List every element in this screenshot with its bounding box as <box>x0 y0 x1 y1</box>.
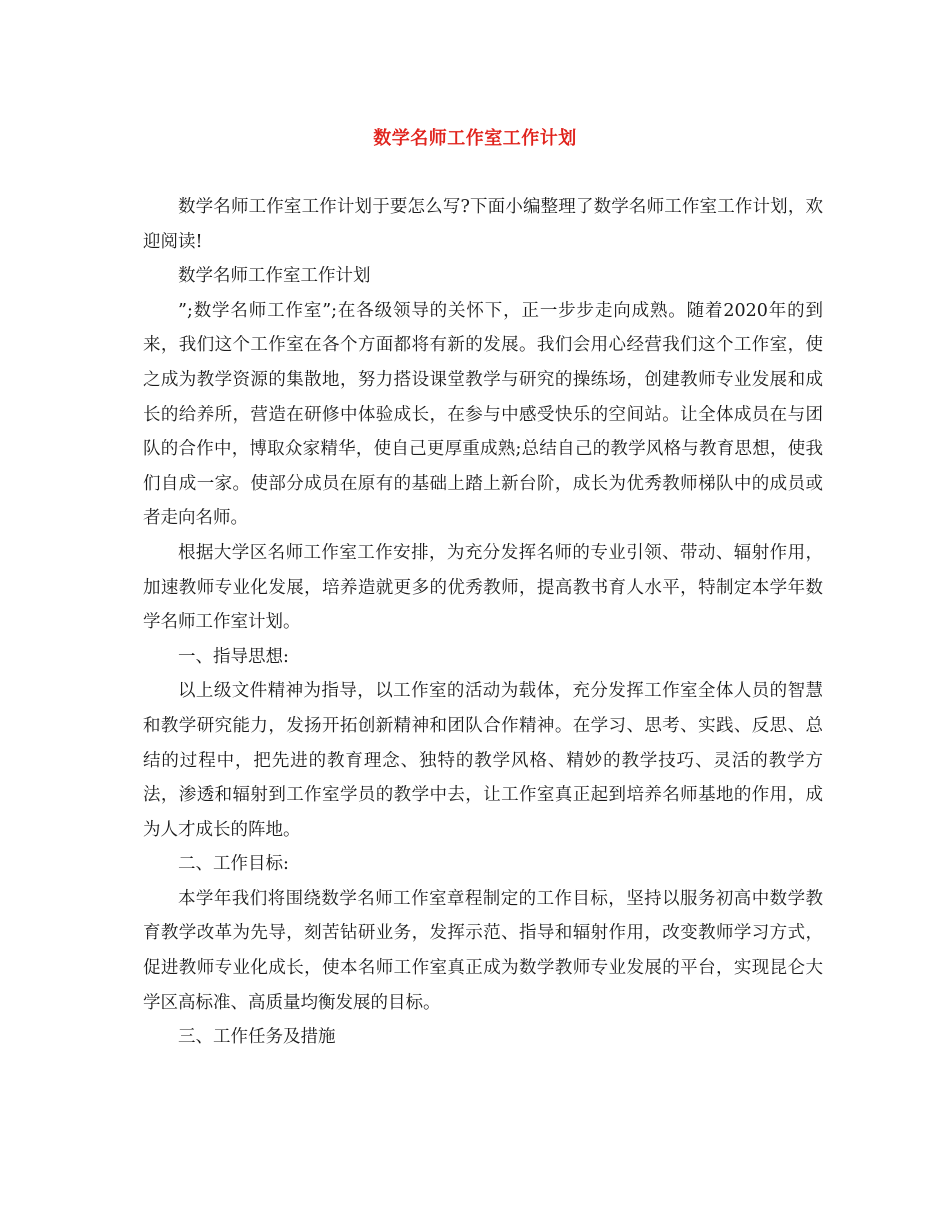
section-heading-tasks-measures: 三、工作任务及措施 <box>178 1027 336 1048</box>
section-heading-work-goals: 二、工作目标: <box>178 854 289 875</box>
body-paragraph-arrangement: 根据大学区名师工作室工作安排，为充分发挥名师的专业引领、带动、辐射作用，加速教师专业化发展，培养造就更多的优秀教师，提高教书育人水平，特制定本学年数学名师工作室计划。 <box>143 542 823 633</box>
section-heading-guiding-thought: 一、指导思想: <box>178 646 289 667</box>
subtitle-heading: 数学名师工作室工作计划 <box>178 266 371 287</box>
body-paragraph-guiding-thought: 以上级文件精神为指导，以工作室的活动为载体，充分发挥工作室全体人员的智慧和教学研究能力，发扬开拓创新精神和团队合作精神。在学习、思考、实践、反思、总结的过程中，把先进的教育理念、独特的教学风格、精妙的教学技巧、灵活的教学方法，渗透和辐射到工作室学员的教学中去，让工作室真正起到培养名师基地的作用，成为人才成长的阵地。 <box>143 681 823 840</box>
intro-paragraph: 数学名师工作室工作计划于要怎么写?下面小编整理了数学名师工作室工作计划，欢迎阅读! <box>143 197 823 252</box>
body-paragraph-work-goals: 本学年我们将围绕数学名师工作室章程制定的工作目标，坚持以服务初高中数学教育教学改革为先导，刻苦钻研业务，发挥示范、指导和辐射作用，改变教师学习方式，促进教师专业化成长，使本名师工作室真正成为数学教师专业发展的平台，实现昆仑大学区高标准、高质量均衡发展的目标。 <box>143 888 823 1013</box>
body-paragraph-intro: ”;数学名师工作室”;在各级领导的关怀下，正一步步走向成熟。随着2020年的到来，我们这个工作室在各个方面都将有新的发展。我们会用心经营我们这个工作室，使之成为教学资源的集散地，努力搭设课堂教学与研究的操练场，创建教师专业发展和成长的给养所，营造在研修中体验成长，在参与中感受快乐的空间站。让全体成员在与团队的合作中，博取众家精华，使自己更厚重成熟;总结自己的教学风格与教育思想，使我们自成一家。使部分成员在原有的基础上踏上新台阶，成长为优秀教师梯队中的成员或者走向名师。 <box>143 300 823 529</box>
document-body <box>143 190 823 1055</box>
document-title: 数学名师工作室工作计划 <box>373 128 577 149</box>
